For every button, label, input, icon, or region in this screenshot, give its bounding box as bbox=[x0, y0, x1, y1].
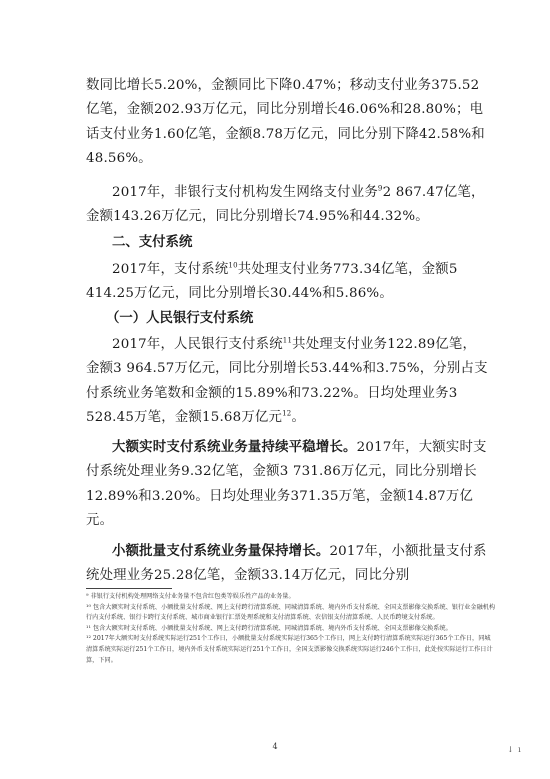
section-heading-payment-system: 二、支付系统 bbox=[112, 235, 193, 250]
paragraph-text: 2017年，支付系统 bbox=[112, 262, 229, 277]
footnote-11: ¹¹ 包含大额实时支付系统、小额批量支付系统、网上支付跨行清算系统、同城清算系统、境内外币支付系统、全国支票影像交换系统。 bbox=[86, 624, 452, 632]
paragraph-text: 2 867.47亿笔，金额143.26万亿元，同比分别增长74.95%和44.32%。 bbox=[86, 185, 485, 225]
paragraph-text: 共处理支付业务773.34亿笔，金额5 414.25万亿元，同比分别增长30.44%和5.86%。 bbox=[86, 262, 458, 302]
footnote-ref-9: 9 bbox=[377, 184, 383, 193]
paragraph-pboc-system bbox=[86, 333, 488, 431]
paragraph-text: 共处理支付业务122.89亿笔，金额3 964.57万亿元，同比分别增长53.44%和3.75%，分别占支付系统业务笔数和金额的15.89%和73.22%。日均处理业务3 528.45万笔，金额15.68万亿元 bbox=[86, 337, 488, 426]
paragraph-lead: 小额批量支付系统业务量保持增长。 bbox=[112, 544, 330, 559]
footnote-ref-12: 12 bbox=[282, 409, 292, 418]
paragraph-text: 2017年，大额实时支付系统处理业务9.32亿笔，金额3 731.86万亿元，同比分别增长12.89%和3.20%。日均处理业务371.35万笔，金额14.87万亿元。 bbox=[86, 440, 487, 529]
scan-artifact: ↓ ı bbox=[507, 745, 522, 754]
paragraph-beps bbox=[86, 540, 488, 589]
paragraph-payment-system bbox=[86, 258, 488, 307]
footnotes bbox=[86, 592, 496, 666]
footnote-divider bbox=[86, 588, 172, 589]
footnote-9: ⁹ 非银行支付机构处理网络支付业务量不包含红包类等娱乐性产品的业务量。 bbox=[86, 593, 295, 600]
footnote-ref-10: 10 bbox=[228, 261, 238, 270]
page-number: 4 bbox=[272, 742, 278, 751]
paragraph-lead: 大额实时支付系统业务量持续平稳增长。 bbox=[112, 440, 357, 455]
subsection-heading-pboc-system: （一）人民银行支付系统 bbox=[106, 311, 254, 326]
paragraph-mobile-payments: 数同比增长5.20%，金额同比下降0.47%；移动支付业务375.52亿笔，金额202.93万亿元，同比分别增长46.06%和28.80%；电话支付业务1.60亿笔，金额8.78万亿元，同比分别下降42.58%和48.56%。 bbox=[86, 78, 485, 167]
paragraph-text: 2017年，人民银行支付系统 bbox=[112, 337, 283, 352]
footnote-12: ¹² 2017年大额实时支付系统实际运行251个工作日，小额批量支付系统实际运行365个工作日，网上支付跨行清算系统实际运行365个工作日，同城清算系统实际运行251个工作日，境内外币支付系统实际运行251个工作日，全国支票影像交换系统实际运行246个工作日，此处按实际运行工作日计算，下同。 bbox=[86, 635, 493, 664]
footnote-10: ¹⁰ 包含大额实时支付系统、小额批量支付系统、网上支付跨行清算系统、同城清算系统、境内外币支付系统、全国支票影像交换系统、银行业金融机构行内支付系统、银行卡跨行支付系统、城市商业银行汇票处理系统和支付清算系统、农信银支付清算系统、人民币跨境支付系统。 bbox=[86, 603, 496, 622]
footnote-ref-11: 11 bbox=[282, 336, 293, 345]
paragraph-text: 2017年，小额批量支付系统处理业务25.28亿笔，金额33.14万亿元，同比分别 bbox=[86, 544, 487, 584]
paragraph-text: 2017年，非银行支付机构发生网络支付业务 bbox=[112, 185, 378, 200]
paragraph-text: 。 bbox=[291, 410, 306, 426]
paragraph-nonbank-payments bbox=[86, 181, 488, 230]
paragraph-hvps bbox=[86, 436, 488, 534]
